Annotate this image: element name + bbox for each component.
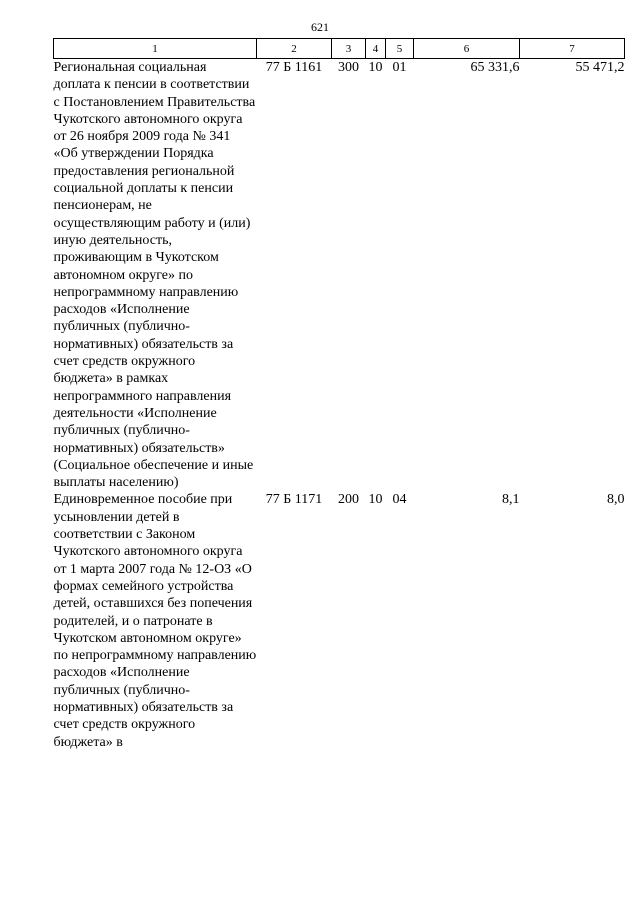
row-col3: 300: [338, 60, 359, 75]
column-header-5: 5: [386, 39, 414, 59]
table-row: [54, 59, 625, 492]
budget-table: [53, 38, 625, 751]
column-header-3: 3: [332, 39, 366, 59]
column-header-7: 7: [520, 39, 625, 59]
column-header-2: 2: [257, 39, 332, 59]
row-col7: 8,0: [607, 492, 625, 508]
row-col3: 200: [338, 492, 359, 508]
page-number: 621: [311, 20, 329, 34]
row-col6: 8,1: [502, 492, 520, 508]
header-row: [54, 39, 625, 59]
row-code: 77 Б 1161: [265, 60, 323, 75]
column-header-6: 6: [414, 39, 520, 59]
row-col4: 10: [368, 492, 383, 508]
row-name: Единовременное пособие при усыновлении детей в соответствии с Законом Чукотского автономного округа от 1 марта 2007 года № 12-ОЗ «О формах семейного устройства детей, оставшихся без попечения родителей, и о патронате в Чукотском автономном округе» по непрограммному направлению расходов «Исполнение публичных (публично-нормативных) обязательств за счет средств окружного бюджета» в: [53, 492, 257, 750]
table-row: [54, 491, 625, 750]
row-col6: 65 331,6: [470, 60, 520, 75]
row-col5: 01: [392, 60, 407, 75]
row-name: Региональная социальная доплата к пенсии в соответствии с Постановлением Правительства Чукотского автономного округа от 26 ноября 2009 года № 341 «Об утверждении Порядка предоставления региональной социальной доплаты к пенсии пенсионерам, не осуществляющим работу и (или) иную деятельность, проживающим в Чукотском автономном округе» по непрограммному направлению расходов «Исполнение публичных (публично-нормативных) обязательств за счет средств окружного бюджета» в рамках непрограммного направления деятельности «Исполнение публичных (публично-нормативных) обязательств» (Социальное обеспечение и иные выплаты населению): [53, 60, 256, 491]
row-code: 77 Б 1171: [265, 492, 323, 508]
row-col7: 55 471,2: [575, 60, 625, 75]
row-col4: 10: [368, 60, 383, 75]
column-header-4: 4: [366, 39, 386, 59]
row-col5: 04: [392, 492, 407, 508]
column-header-1: 1: [54, 39, 257, 59]
